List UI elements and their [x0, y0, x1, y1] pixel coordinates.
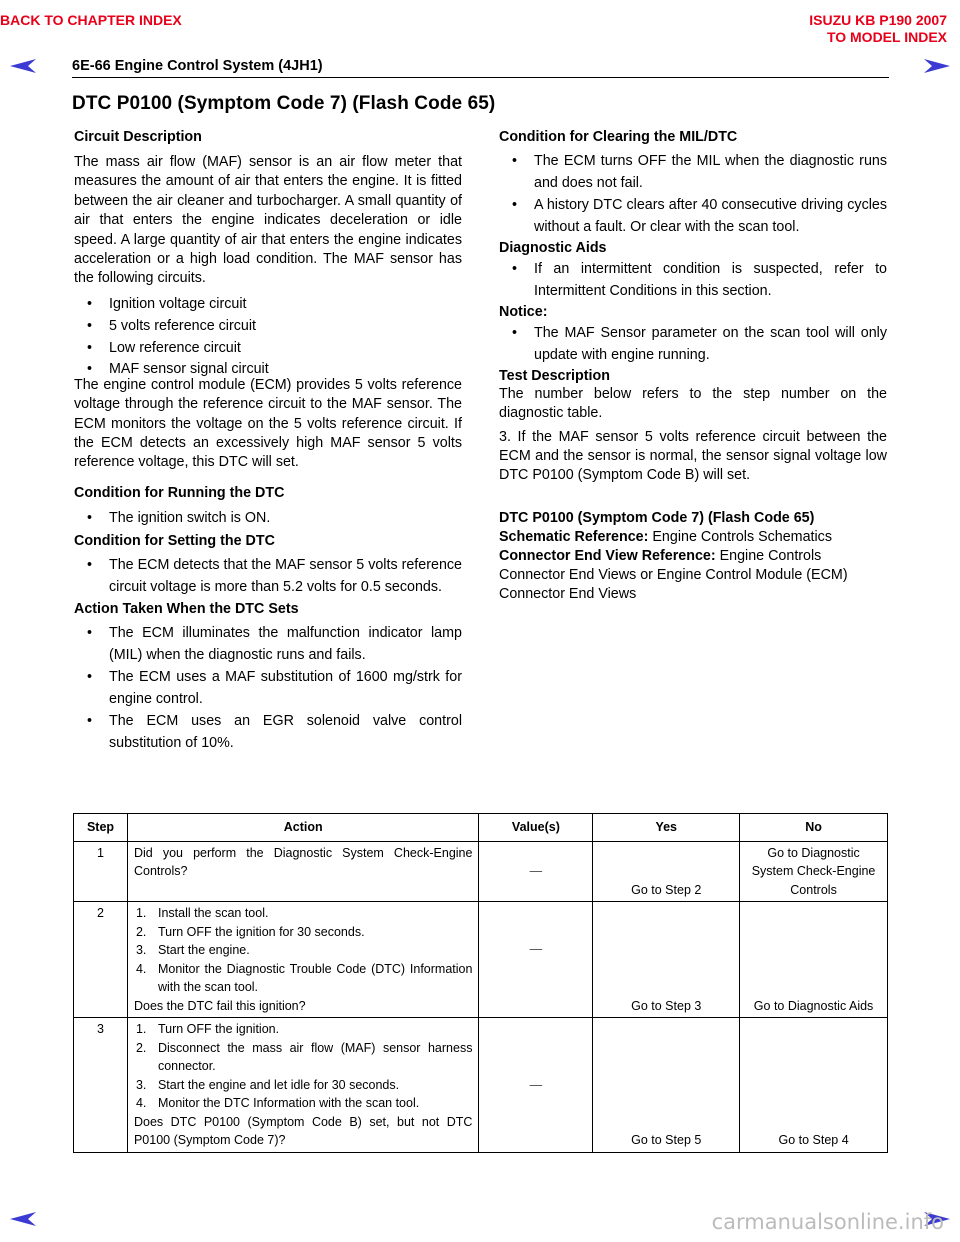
circuit-description-text: The mass air flow (MAF) sensor is an air flow meter that measures the amount of air that enters the engine. It is fitted between the air cleaner and turbocharger. A small quantity of air that enters the engine indicates deceleration or idle speed. A large quantity of air that enters the engine indicates acceleration or a high load condition. The MAF sensor has the following circuits. [74, 154, 462, 287]
action-substep: 3. Start the engine and let idle for 30 seconds. [135, 1077, 400, 1092]
no-cell: Go to Step 4 [740, 1018, 888, 1153]
value-cell: — [479, 902, 593, 1018]
list-item: • The ECM uses a MAF substitution of 1600 mg/strk for engine control. [87, 668, 462, 707]
test-description-heading: Test Description [499, 368, 610, 384]
list-item: • A history DTC clears after 40 consecutive driving cycles without a fault. Or clear with the scan tool. [512, 197, 887, 235]
action-cell [127, 1018, 478, 1153]
header-divider [72, 77, 889, 78]
watermark-text: carmanualsonline.info [711, 1210, 944, 1234]
yes-cell: Go to Step 5 [593, 1018, 740, 1153]
list-item: • The MAF Sensor parameter on the scan tool will only update with engine running. [512, 325, 887, 363]
action-cell: Did you perform the Diagnostic System Check-Engine Controls? [127, 841, 478, 902]
list-item: • Low reference circuit [87, 339, 241, 356]
action-substep: 3. Start the engine. [135, 943, 250, 957]
action-taken-heading: Action Taken When the DTC Sets [74, 600, 299, 617]
table-header-row [74, 814, 888, 842]
value-cell: — [479, 841, 593, 902]
running-condition-heading: Condition for Running the DTC [74, 484, 285, 501]
action-taken-list [74, 622, 462, 754]
no-cell: Go to Diagnostic System Check-Engine Controls [740, 841, 888, 902]
action-column-header: Action [127, 814, 478, 842]
clearing-condition-list [499, 150, 887, 238]
action-question: Does the DTC fail this ignition? [133, 998, 306, 1013]
list-item: • The ECM turns OFF the MIL when the diagnostic runs and does not fail. [512, 153, 887, 191]
previous-page-bottom-arrow-icon[interactable] [10, 1212, 36, 1226]
schematic-reference: Schematic Reference: Engine Controls Schematics [499, 529, 832, 545]
action-substep: 1. Turn OFF the ignition. [135, 1022, 280, 1036]
reference-title: DTC P0100 (Symptom Code 7) (Flash Code 65) [499, 510, 815, 526]
yes-cell: Go to Step 3 [593, 902, 740, 1018]
list-item: • 5 volts reference circuit [87, 317, 256, 334]
action-substep: 4. Monitor the Diagnostic Trouble Code (DTC) Information with the scan tool. [135, 961, 473, 994]
setting-condition-heading: Condition for Setting the DTC [74, 532, 275, 549]
left-column [74, 127, 462, 754]
step-number: 3 [74, 1018, 128, 1153]
back-to-chapter-index-link[interactable]: BACK TO CHAPTER INDEX [0, 12, 182, 28]
action-cell [127, 902, 478, 1018]
diagnostic-aids-heading: Diagnostic Aids [499, 240, 607, 256]
list-item: • The ECM illuminates the malfunction indicator lamp (MIL) when the diagnostic runs and fails. [87, 624, 462, 663]
table-row [74, 902, 888, 1018]
table-row [74, 1018, 888, 1153]
list-item: • The ECM uses an EGR solenoid valve control substitution of 10%. [87, 712, 462, 751]
list-item: • Ignition voltage circuit [87, 295, 247, 312]
clearing-condition-heading: Condition for Clearing the MIL/DTC [499, 129, 738, 145]
yes-cell: Go to Step 2 [593, 841, 740, 902]
next-page-arrow-icon[interactable] [924, 59, 950, 73]
connector-reference: Connector End View Reference: Engine Controls Connector End Views or Engine Control Module (ECM) Connector End Views [499, 548, 848, 602]
right-column [499, 127, 887, 604]
page-header-title: 6E-66 Engine Control System (4JH1) [72, 58, 323, 74]
step-number: 1 [74, 841, 128, 902]
running-condition-list [74, 507, 462, 529]
list-item: • If an intermittent condition is suspected, refer to Intermittent Conditions in this section. [512, 261, 887, 299]
values-column-header: Value(s) [479, 814, 593, 842]
list-item: • The ECM detects that the MAF sensor 5 volts reference circuit voltage is more than 5.2 volts for 0.5 seconds. [87, 556, 462, 595]
diagnostic-aids-list [499, 258, 887, 302]
setting-condition-list [74, 554, 462, 598]
list-item: • The ignition switch is ON. [87, 509, 271, 526]
yes-column-header: Yes [593, 814, 740, 842]
page-title: DTC P0100 (Symptom Code 7) (Flash Code 65) [72, 93, 496, 114]
notice-heading: Notice: [499, 304, 548, 320]
action-substep: 2. Turn OFF the ignition for 30 seconds. [135, 924, 365, 939]
action-substep: 4. Monitor the DTC Information with the scan tool. [135, 1096, 420, 1110]
action-substep: 2. Disconnect the mass air flow (MAF) sensor harness connector. [135, 1040, 473, 1073]
no-column-header: No [740, 814, 888, 842]
previous-page-arrow-icon[interactable] [10, 59, 36, 73]
test-step-3-text: 3. If the MAF sensor 5 volts reference circuit between the ECM and the sensor is normal, the sensor signal voltage low DTC P0100 (Symptom Code B) will set. [499, 429, 887, 483]
circuit-description-heading: Circuit Description [74, 129, 202, 145]
action-substep: 1. Install the scan tool. [135, 906, 269, 920]
to-model-index-link[interactable]: TO MODEL INDEX [826, 29, 947, 45]
list-item: • MAF sensor signal circuit [87, 360, 269, 377]
test-description-text: The number below refers to the step number on the diagnostic table. [499, 386, 887, 421]
circuit-list [74, 293, 462, 380]
table-row [74, 841, 888, 902]
step-column-header: Step [74, 814, 128, 842]
model-title-link[interactable]: ISUZU KB P190 2007 [809, 12, 947, 28]
diagnostic-table [73, 813, 888, 1153]
ecm-description-text: The engine control module (ECM) provides 5 volts reference voltage through the reference circuit to the MAF sensor. The ECM monitors the voltage on the 5 volts reference circuit. If the ECM detects an excessively high MAF sensor 5 volts reference voltage, this DTC will set. [74, 376, 462, 471]
step-number: 2 [74, 902, 128, 1018]
value-cell: — [479, 1018, 593, 1153]
notice-list [499, 322, 887, 366]
no-cell: Go to Diagnostic Aids [740, 902, 888, 1018]
action-question: Does DTC P0100 (Symptom Code B) set, but not DTC P0100 (Symptom Code 7)? [133, 1114, 473, 1147]
